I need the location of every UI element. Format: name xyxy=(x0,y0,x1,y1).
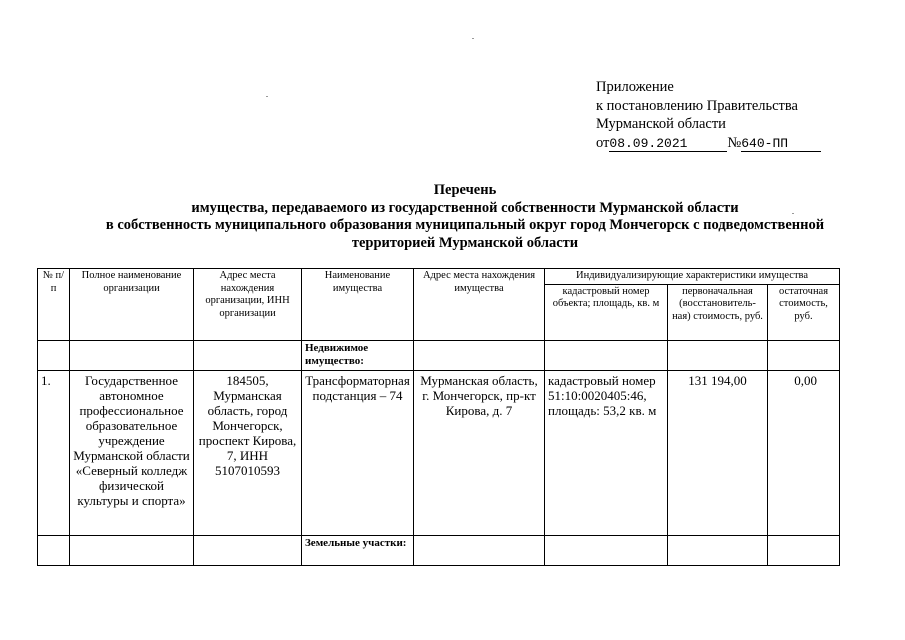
empty-cell xyxy=(414,340,545,370)
empty-cell xyxy=(38,340,70,370)
row-initial-cost: 131 194,00 xyxy=(668,370,768,535)
header-initial-cost: первоначальная (восстановитель-ная) стоимость, руб. xyxy=(668,284,768,340)
section-real-estate: Недвижимое имущество: xyxy=(302,340,414,370)
document-title xyxy=(80,182,850,252)
title-line: имущества, передаваемого из государственной собственности Мурманской области xyxy=(191,199,739,216)
header-cadastral: кадастровый номер объекта; площадь, кв. м xyxy=(545,284,668,340)
empty-cell xyxy=(668,535,768,565)
number-sign: № xyxy=(727,134,742,151)
empty-cell xyxy=(668,340,768,370)
header-residual-cost: остаточная стоимость, руб. xyxy=(768,284,840,340)
empty-cell xyxy=(194,535,302,565)
header-row xyxy=(38,269,840,285)
decree-number: 640-ПП xyxy=(741,136,821,152)
empty-cell xyxy=(545,535,668,565)
row-org-address: 184505, Мурманская область, город Мончегорск, проспект Кирова, 7, ИНН 5107010593 xyxy=(194,370,302,535)
decree-date-number xyxy=(596,134,836,153)
property-table xyxy=(37,268,840,566)
scan-speck xyxy=(266,96,268,97)
scan-speck xyxy=(472,38,474,39)
header-org-address: Адрес места нахождения организации, ИНН организации xyxy=(194,269,302,341)
title-line: в собственность муниципального образования муниципальный округ город Мончегорск с подведомственной xyxy=(105,217,825,233)
appendix-header xyxy=(596,78,836,152)
row-cadastral: кадастровый номер 51:10:0020405:46, площадь: 53,2 кв. м xyxy=(545,370,668,535)
decree-date: 08.09.2021 xyxy=(609,136,727,152)
date-prefix: от xyxy=(596,134,610,151)
header-property-name: Наименование имущества xyxy=(302,269,414,341)
row-num: 1. xyxy=(38,370,70,535)
empty-cell xyxy=(768,340,840,370)
row-property-name: Трансформаторная подстанция – 74 xyxy=(302,370,414,535)
title-line: Перечень xyxy=(433,182,497,198)
row-residual-cost: 0,00 xyxy=(768,370,840,535)
table-row xyxy=(38,370,840,535)
appendix-label: Приложение xyxy=(596,79,674,95)
empty-cell xyxy=(768,535,840,565)
empty-cell xyxy=(414,535,545,565)
row-org: Государственное автономное профессиональное образовательное учреждение Мурманской области «Северный колледж физической культуры и спорта» xyxy=(70,370,194,535)
header-characteristics: Индивидуализирующие характеристики имущества xyxy=(545,269,840,285)
empty-cell xyxy=(194,340,302,370)
empty-cell xyxy=(70,340,194,370)
header-property-address: Адрес места нахождения имущества xyxy=(414,269,545,341)
header-num: № п/п xyxy=(38,269,70,341)
header-org: Полное наименование организации xyxy=(70,269,194,341)
empty-cell xyxy=(38,535,70,565)
empty-cell xyxy=(70,535,194,565)
title-line: территорией Мурманской области xyxy=(351,234,579,251)
section-land: Земельные участки: xyxy=(302,535,414,565)
section-row-land xyxy=(38,535,840,565)
empty-cell xyxy=(545,340,668,370)
decree-reference: к постановлению Правительства xyxy=(596,97,798,114)
row-property-address: Мурманская область, г. Мончегорск, пр-кт Кирова, д. 7 xyxy=(414,370,545,535)
region-name: Мурманской области xyxy=(596,116,726,132)
section-row-real-estate xyxy=(38,340,840,370)
